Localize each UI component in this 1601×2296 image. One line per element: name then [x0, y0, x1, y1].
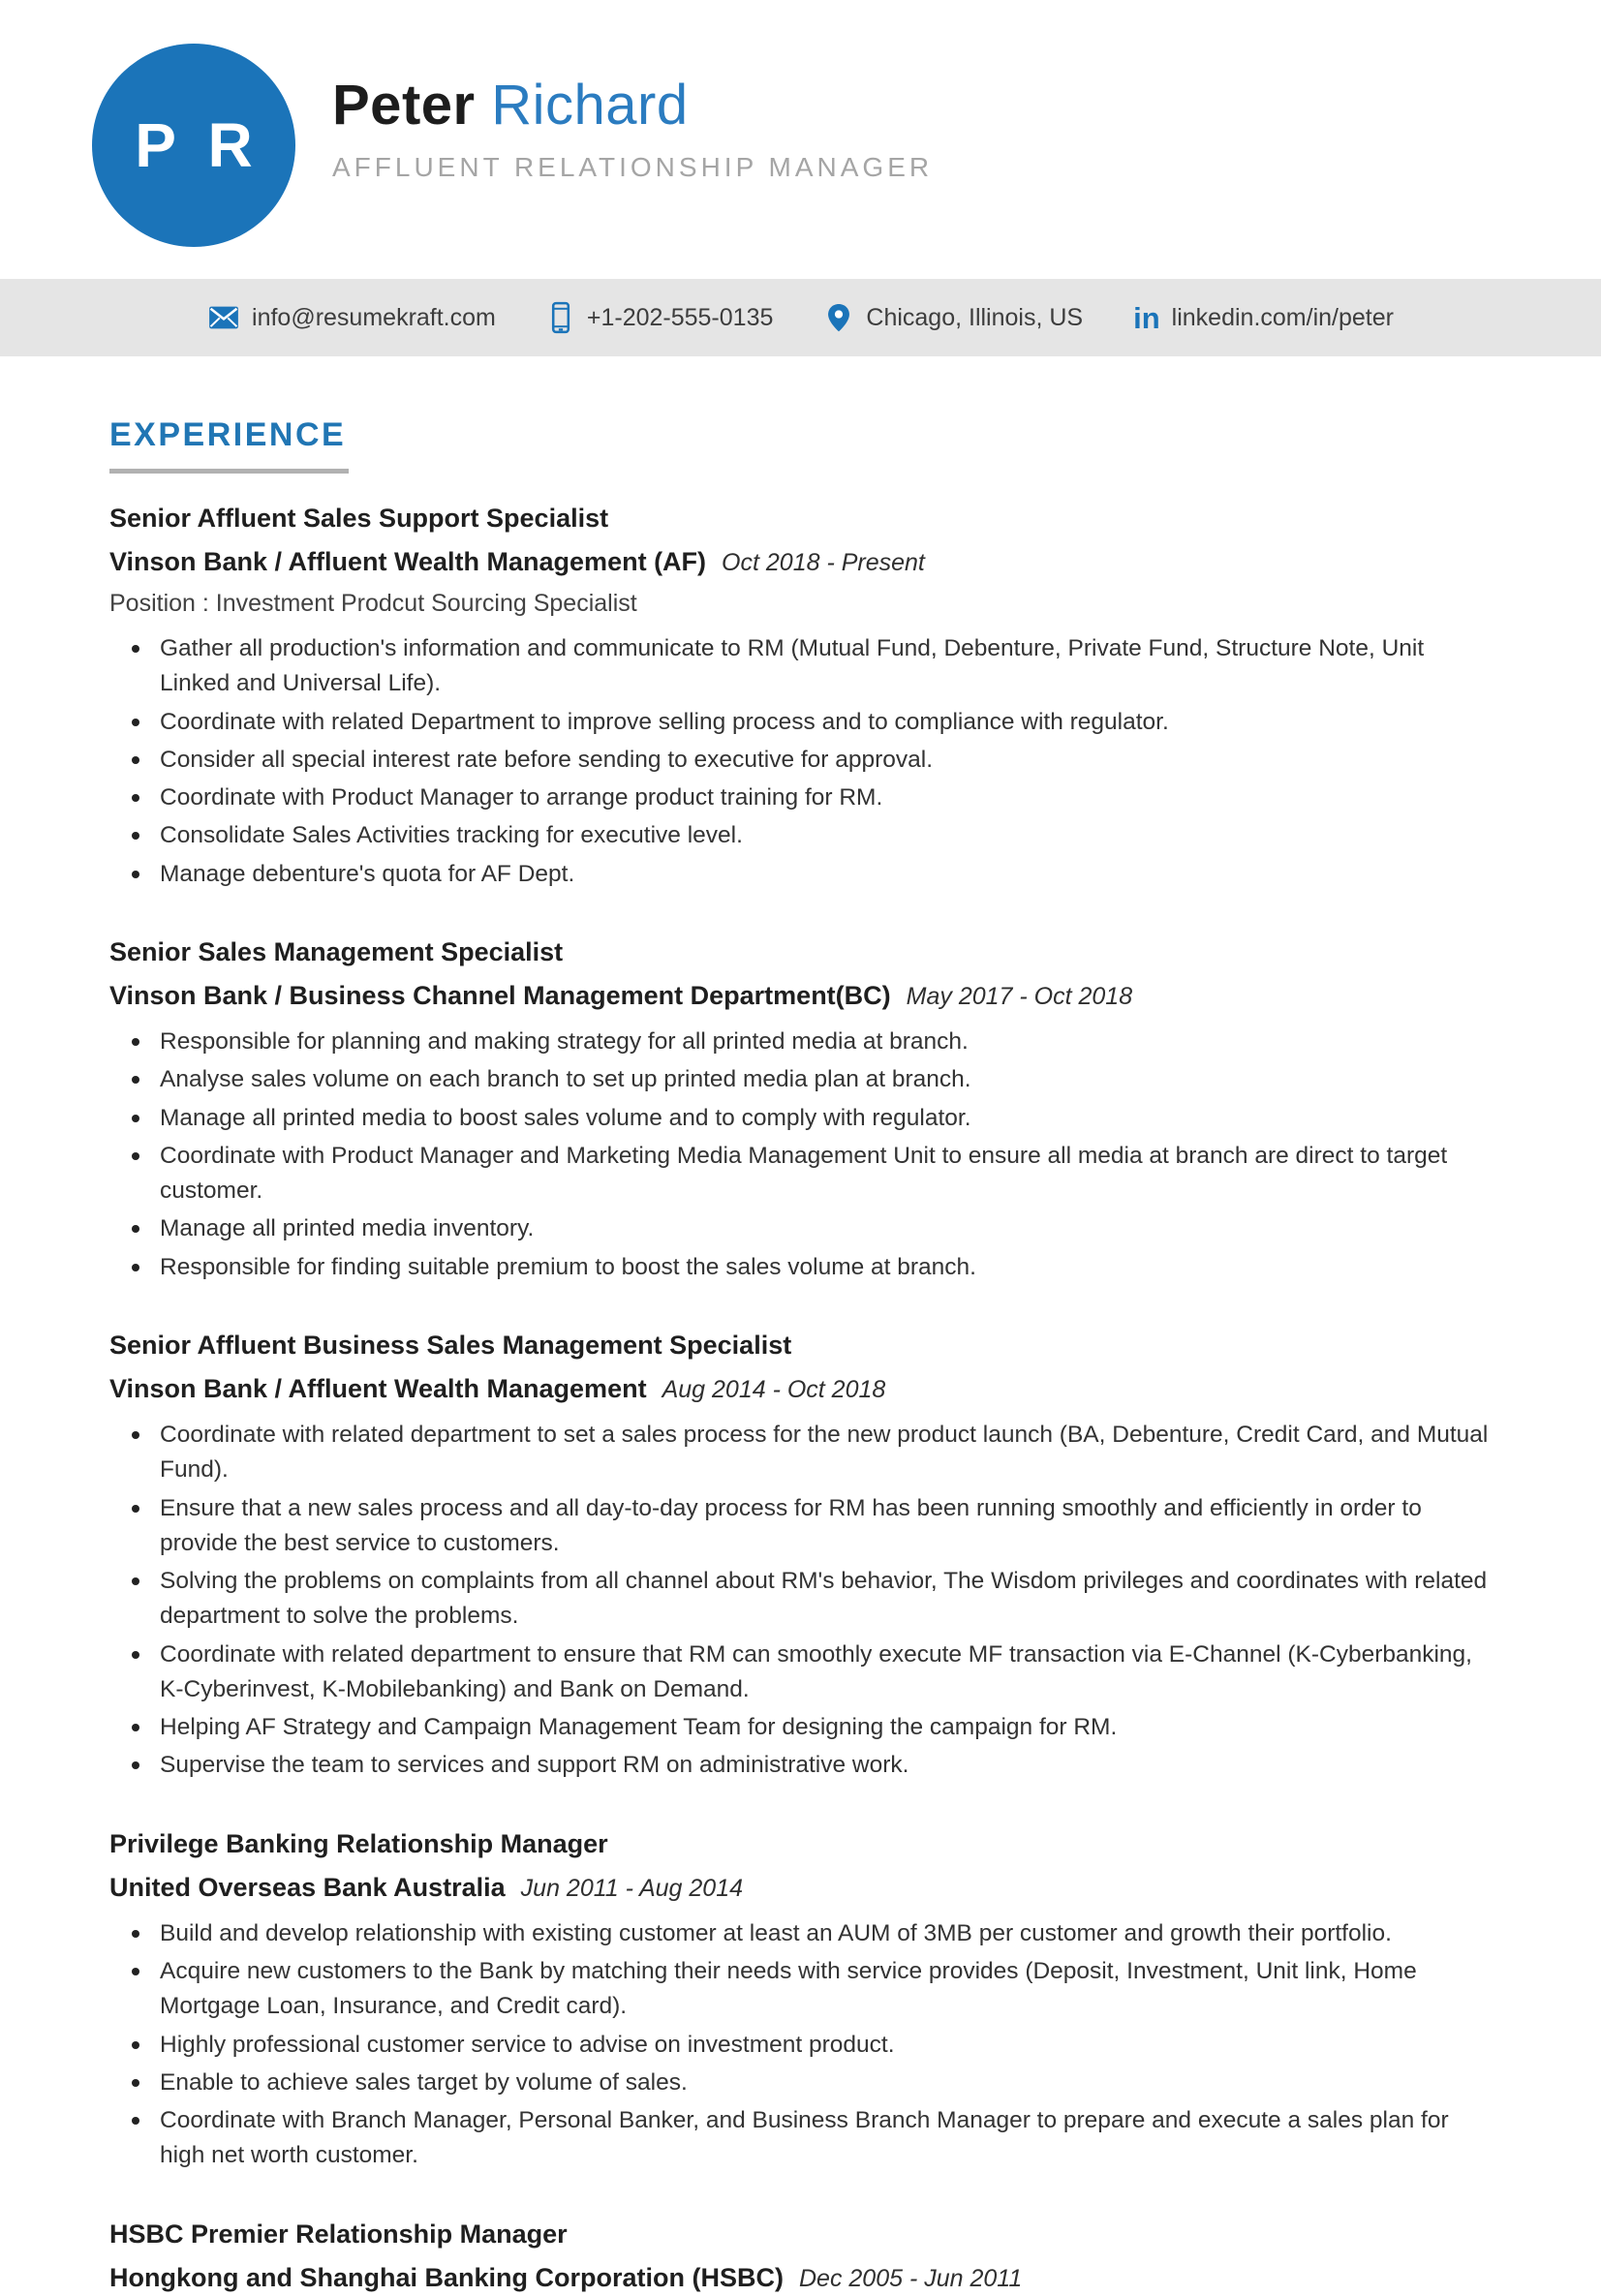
- job-bullet: Responsible for finding suitable premium to boost the sales volume at branch.: [160, 1250, 1492, 1285]
- phone-icon: [546, 301, 575, 334]
- job-entry: [109, 934, 1492, 1285]
- job-position-note: Position : Investment Prodcut Sourcing Specialist: [109, 590, 637, 618]
- job-bullet: Solving the problems on complaints from all channel about RM's behavior, The Wisdom privileges and coordinates with related department to solve the problems.: [160, 1564, 1492, 1635]
- job-entry: [109, 2217, 1492, 2296]
- contact-location[interactable]: [823, 301, 1083, 334]
- name-block: [332, 44, 933, 183]
- avatar-initials: P R: [135, 110, 261, 180]
- job-dates: Aug 2014 - Oct 2018: [662, 1376, 886, 1404]
- job-bullet-list: [109, 1916, 1492, 2174]
- job-dates: May 2017 - Oct 2018: [906, 983, 1133, 1011]
- first-name: Peter: [332, 74, 476, 137]
- job-bullet: Helping AF Strategy and Campaign Management Team for designing the campaign for RM.: [160, 1710, 1492, 1745]
- contact-email-text: info@resumekraft.com: [252, 303, 496, 331]
- job-list: [109, 501, 1492, 2296]
- job-bullet-list: [109, 1418, 1492, 1784]
- job-bullet: Responsible for planning and making strategy for all printed media at branch.: [160, 1025, 1492, 1059]
- job-bullet: Supervise the team to services and support RM on administrative work.: [160, 1748, 1492, 1783]
- experience-section-title: EXPERIENCE: [109, 416, 347, 453]
- job-company: Vinson Bank / Affluent Wealth Management: [109, 1374, 647, 1404]
- job-title: Senior Sales Management Specialist: [109, 936, 564, 966]
- job-company: United Overseas Bank Australia: [109, 1873, 506, 1902]
- location-pin-icon: [823, 301, 854, 334]
- job-dates: Dec 2005 - Jun 2011: [798, 2264, 1023, 2292]
- job-bullet: Manage debenture's quota for AF Dept.: [160, 857, 1492, 892]
- job-bullet: Build and develop relationship with existing customer at least an AUM of 3MB per customer and growth their portfolio.: [160, 1916, 1492, 1951]
- contact-phone[interactable]: [546, 301, 774, 334]
- job-company: Hongkong and Shanghai Banking Corporation (HSBC): [109, 2262, 784, 2292]
- contact-phone-text: +1-202-555-0135: [586, 303, 774, 331]
- contact-linkedin-text: linkedin.com/in/peter: [1171, 303, 1394, 331]
- job-bullet-list: [109, 1025, 1492, 1285]
- job-bullet: Gather all production's information and communicate to RM (Mutual Fund, Debenture, Private Fund, Structure Note, Unit Linked and Universal Life).: [160, 631, 1492, 702]
- job-entry: [109, 1826, 1492, 2174]
- job-company-line: [109, 544, 1492, 580]
- job-bullet: Coordinate with related department to ensure that RM can smoothly execute MF transaction via E-Channel (K-Cyberbanking, K-Cyberinvest, K-Mobilebanking) and Bank on Demand.: [160, 1638, 1492, 1708]
- job-bullet: Consider all special interest rate before sending to executive for approval.: [160, 743, 1492, 778]
- contact-location-text: Chicago, Illinois, US: [866, 303, 1084, 331]
- job-company-line: [109, 1371, 1492, 1407]
- contact-email[interactable]: [207, 301, 496, 334]
- job-title: Senior Affluent Sales Support Specialist: [109, 504, 609, 533]
- job-bullet: Coordinate with related department to set a sales process for the new product launch (BA, Debenture, Credit Card, and Mutual Fund).: [160, 1418, 1492, 1488]
- job-bullet-list: [109, 631, 1492, 892]
- job-bullet: Ensure that a new sales process and all day-to-day process for RM has been running smoothly and efficiently in order to provide the best service to customers.: [160, 1491, 1492, 1562]
- contact-bar: [0, 279, 1601, 356]
- job-company-line: [109, 978, 1492, 1014]
- resume-header: [0, 0, 1601, 247]
- email-icon: [207, 301, 240, 334]
- job-company: Vinson Bank / Business Channel Management Department(BC): [109, 981, 891, 1011]
- job-dates: Oct 2018 - Present: [722, 549, 925, 577]
- job-company-line: [109, 1870, 1492, 1906]
- section-underline: [109, 469, 349, 474]
- job-title: Senior Affluent Business Sales Management Specialist: [109, 1330, 792, 1360]
- resume-content: [0, 416, 1601, 2296]
- job-bullet: Coordinate with Product Manager and Marketing Media Management Unit to ensure all media at branch are direct to target customer.: [160, 1139, 1492, 1209]
- job-dates: Jun 2011 - Aug 2014: [520, 1875, 744, 1902]
- page-title: [332, 75, 933, 137]
- job-bullet: Consolidate Sales Activities tracking for executive level.: [160, 818, 1492, 853]
- job-entry: [109, 501, 1492, 892]
- job-title: Privilege Banking Relationship Manager: [109, 1828, 608, 1858]
- job-company-line: [109, 2260, 1492, 2296]
- avatar: [92, 44, 295, 247]
- job-bullet: Coordinate with related Department to improve selling process and to compliance with regulator.: [160, 705, 1492, 740]
- job-bullet: Coordinate with Product Manager to arrange product training for RM.: [160, 781, 1492, 815]
- job-bullet: Manage all printed media to boost sales volume and to comply with regulator.: [160, 1101, 1492, 1136]
- job-bullet: Highly professional customer service to advise on investment product.: [160, 2028, 1492, 2063]
- job-bullet: Analyse sales volume on each branch to set up printed media plan at branch.: [160, 1062, 1492, 1097]
- job-bullet: Manage all printed media inventory.: [160, 1211, 1492, 1246]
- job-bullet: Coordinate with Branch Manager, Personal Banker, and Business Branch Manager to prepare and execute a sales plan for high net worth customer.: [160, 2103, 1492, 2174]
- last-name: Richard: [491, 74, 689, 137]
- linkedin-icon: in: [1133, 300, 1160, 335]
- contact-linkedin[interactable]: [1133, 300, 1394, 335]
- job-bullet: Enable to achieve sales target by volume of sales.: [160, 2066, 1492, 2100]
- job-entry: [109, 1328, 1492, 1784]
- job-title: HSBC Premier Relationship Manager: [109, 2219, 568, 2249]
- job-bullet: Acquire new customers to the Bank by matching their needs with service provides (Deposit, Investment, Unit link, Home Mortgage Loan, Insurance, and Credit card).: [160, 1954, 1492, 2025]
- job-title-subtitle: AFFLUENT RELATIONSHIP MANAGER: [332, 151, 934, 182]
- job-company: Vinson Bank / Affluent Wealth Management (AF): [109, 547, 707, 577]
